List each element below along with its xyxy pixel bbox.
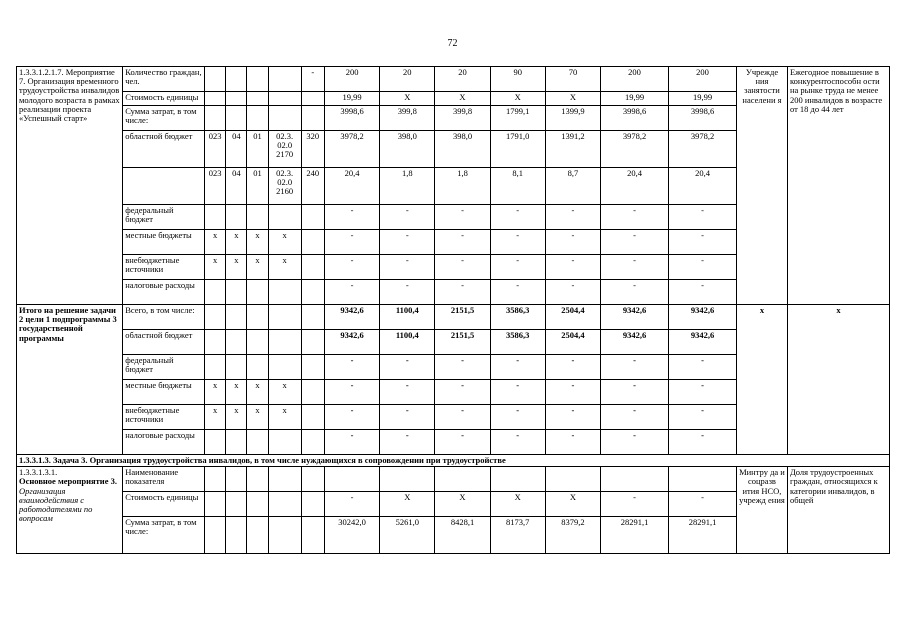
value-cell: 398,0 xyxy=(380,131,435,168)
value-cell: - xyxy=(435,430,490,455)
value-cell: - xyxy=(669,205,737,230)
budget-code-cell xyxy=(226,106,247,131)
budget-code-cell xyxy=(204,330,225,355)
value-cell: - xyxy=(545,280,600,305)
table-row xyxy=(17,67,890,92)
value-cell: 1,8 xyxy=(380,168,435,205)
budget-code-cell: 023 xyxy=(204,131,225,168)
indicator-name: внебюджетные источники xyxy=(123,405,205,430)
budget-code-cell xyxy=(268,305,301,330)
budget-code-cell xyxy=(247,205,268,230)
budget-code-cell xyxy=(268,467,301,492)
value-cell: 8,1 xyxy=(490,168,545,205)
value-cell xyxy=(380,467,435,492)
budget-code-cell xyxy=(226,67,247,92)
budget-code-cell: 01 xyxy=(247,168,268,205)
budget-code-cell: х xyxy=(247,255,268,280)
value-cell: 2151,5 xyxy=(435,305,490,330)
value-cell: - xyxy=(601,355,669,380)
value-cell: 1391,2 xyxy=(545,131,600,168)
section-row xyxy=(17,455,890,467)
value-cell: - xyxy=(601,280,669,305)
indicator-name: Сумма затрат, в том числе: xyxy=(123,106,205,131)
budget-code-cell xyxy=(247,517,268,554)
value-cell: 20,4 xyxy=(324,168,379,205)
budget-code-cell: - xyxy=(301,67,324,92)
value-cell: 3978,2 xyxy=(324,131,379,168)
table-row xyxy=(17,467,890,492)
value-cell: - xyxy=(380,355,435,380)
value-cell: - xyxy=(324,355,379,380)
value-cell: - xyxy=(669,380,737,405)
value-cell: 9342,6 xyxy=(324,305,379,330)
value-cell xyxy=(669,467,737,492)
budget-code-cell: 02.3. 02.0 2170 xyxy=(268,131,301,168)
value-cell xyxy=(601,467,669,492)
indicator-name xyxy=(123,168,205,205)
page-number: 72 xyxy=(447,38,458,49)
value-cell: - xyxy=(490,405,545,430)
value-cell: - xyxy=(669,255,737,280)
budget-code-cell xyxy=(247,467,268,492)
value-cell: Х xyxy=(435,492,490,517)
indicator-name: местные бюджеты xyxy=(123,380,205,405)
value-cell: 19,99 xyxy=(669,92,737,106)
budget-code-cell: 04 xyxy=(226,131,247,168)
value-cell: - xyxy=(380,380,435,405)
value-cell: 8,7 xyxy=(545,168,600,205)
value-cell: 1799,1 xyxy=(490,106,545,131)
value-cell: 398,0 xyxy=(435,131,490,168)
value-cell: 3998,6 xyxy=(669,106,737,131)
value-cell: - xyxy=(324,230,379,255)
value-cell: - xyxy=(601,430,669,455)
value-cell: - xyxy=(324,255,379,280)
value-cell: 2504,4 xyxy=(545,305,600,330)
value-cell xyxy=(545,467,600,492)
value-cell: Х xyxy=(435,92,490,106)
budget-table xyxy=(16,66,890,554)
budget-code-cell xyxy=(301,330,324,355)
budget-code-cell xyxy=(268,330,301,355)
value-cell: - xyxy=(545,430,600,455)
budget-code-cell xyxy=(204,355,225,380)
value-cell: Х xyxy=(490,92,545,106)
budget-code-cell xyxy=(268,92,301,106)
table-row xyxy=(17,305,890,330)
value-cell: - xyxy=(435,405,490,430)
value-cell: 1100,4 xyxy=(380,330,435,355)
budget-code-cell: х xyxy=(204,230,225,255)
budget-code-cell xyxy=(226,205,247,230)
budget-code-cell: х xyxy=(268,380,301,405)
value-cell: - xyxy=(545,380,600,405)
value-cell: - xyxy=(435,205,490,230)
executor-cell: Учрежде ния занятости населени я xyxy=(736,67,787,305)
indicator-name: внебюджетные источники xyxy=(123,255,205,280)
value-cell: 200 xyxy=(324,67,379,92)
value-cell: - xyxy=(435,355,490,380)
indicator-name: Сумма затрат, в том числе: xyxy=(123,517,205,554)
budget-code-cell xyxy=(226,492,247,517)
budget-code-cell xyxy=(268,430,301,455)
budget-code-cell: х xyxy=(268,230,301,255)
value-cell: 20,4 xyxy=(669,168,737,205)
budget-code-cell: 01 xyxy=(247,131,268,168)
measure-description: Организация взаимодействия с работодателями по вопросам xyxy=(19,485,93,524)
budget-code-cell xyxy=(226,517,247,554)
value-cell: - xyxy=(669,430,737,455)
budget-code-cell: 320 xyxy=(301,131,324,168)
value-cell: - xyxy=(669,230,737,255)
budget-code-cell: х xyxy=(226,405,247,430)
value-cell: 30242,0 xyxy=(324,517,379,554)
budget-code-cell xyxy=(268,205,301,230)
value-cell: 2504,4 xyxy=(545,330,600,355)
value-cell: - xyxy=(601,255,669,280)
value-cell: 19,99 xyxy=(601,92,669,106)
budget-code-cell xyxy=(226,467,247,492)
value-cell: 3998,6 xyxy=(324,106,379,131)
value-cell: - xyxy=(601,230,669,255)
budget-code-cell: х xyxy=(204,255,225,280)
indicator-name: налоговые расходы xyxy=(123,430,205,455)
value-cell: - xyxy=(380,430,435,455)
value-cell: Х xyxy=(380,92,435,106)
value-cell: - xyxy=(490,380,545,405)
indicator-name: Количество граждан, чел. xyxy=(123,67,205,92)
value-cell: - xyxy=(669,405,737,430)
budget-code-cell xyxy=(204,492,225,517)
measure-title: Основное мероприятие 3. xyxy=(19,476,117,487)
budget-code-cell: х xyxy=(226,230,247,255)
value-cell: 200 xyxy=(601,67,669,92)
value-cell: - xyxy=(380,405,435,430)
value-cell: - xyxy=(490,205,545,230)
budget-code-cell xyxy=(301,380,324,405)
value-cell: - xyxy=(490,430,545,455)
budget-code-cell xyxy=(301,517,324,554)
value-cell: 3978,2 xyxy=(669,131,737,168)
value-cell: - xyxy=(545,255,600,280)
budget-code-cell xyxy=(301,255,324,280)
value-cell: - xyxy=(435,280,490,305)
measure-label: 1.3.3.1.2.1.7. Мероприятие 7. Организация временного трудоустройства инвалидов молодого возраста в рамках реализации проекта «Успешный старт» xyxy=(17,67,123,305)
budget-code-cell: 04 xyxy=(226,168,247,205)
value-cell: - xyxy=(380,205,435,230)
value-cell: 2151,5 xyxy=(435,330,490,355)
budget-code-cell xyxy=(204,467,225,492)
value-cell: 5261,0 xyxy=(380,517,435,554)
measure-label xyxy=(17,467,123,554)
executor-cell: Минтру да и соцразв ития НСО, учрежд ения xyxy=(736,467,787,554)
value-cell: - xyxy=(545,355,600,380)
value-cell: - xyxy=(601,492,669,517)
budget-code-cell xyxy=(301,467,324,492)
value-cell: 20 xyxy=(435,67,490,92)
budget-code-cell: х xyxy=(268,255,301,280)
value-cell: 3998,6 xyxy=(601,106,669,131)
budget-code-cell xyxy=(226,92,247,106)
indicator-name: Стоимость единицы xyxy=(123,92,205,106)
value-cell: - xyxy=(324,280,379,305)
value-cell: - xyxy=(324,380,379,405)
value-cell: 9342,6 xyxy=(669,330,737,355)
indicator-name: Стоимость единицы xyxy=(123,492,205,517)
value-cell: - xyxy=(435,255,490,280)
indicator-name: областной бюджет xyxy=(123,131,205,168)
value-cell: 8379,2 xyxy=(545,517,600,554)
budget-code-cell xyxy=(301,430,324,455)
value-cell: 200 xyxy=(669,67,737,92)
indicator-name: федеральный бюджет xyxy=(123,205,205,230)
budget-code-cell xyxy=(247,355,268,380)
value-cell: - xyxy=(324,205,379,230)
budget-code-cell xyxy=(247,92,268,106)
value-cell: - xyxy=(545,205,600,230)
value-cell: 399,8 xyxy=(435,106,490,131)
value-cell: 8428,1 xyxy=(435,517,490,554)
budget-code-cell: 023 xyxy=(204,168,225,205)
value-cell: 9342,6 xyxy=(669,305,737,330)
budget-code-cell: х xyxy=(247,380,268,405)
value-cell: - xyxy=(545,230,600,255)
value-cell: - xyxy=(380,255,435,280)
indicator-name: местные бюджеты xyxy=(123,230,205,255)
budget-code-cell xyxy=(301,492,324,517)
value-cell: - xyxy=(601,205,669,230)
budget-code-cell xyxy=(268,355,301,380)
budget-code-cell: х xyxy=(268,405,301,430)
value-cell: - xyxy=(669,280,737,305)
budget-code-cell xyxy=(204,106,225,131)
value-cell: Х xyxy=(380,492,435,517)
indicator-name: областной бюджет xyxy=(123,330,205,355)
budget-code-cell xyxy=(204,305,225,330)
budget-code-cell xyxy=(247,492,268,517)
value-cell: 1100,4 xyxy=(380,305,435,330)
budget-code-cell xyxy=(204,280,225,305)
result-cell: Ежегодное повышение в конкурентоспособн ости на рынке труда не менее 200 инвалидов в возрасте от 18 до 44 лет xyxy=(787,67,889,305)
value-cell: 19,99 xyxy=(324,92,379,106)
budget-code-cell xyxy=(247,430,268,455)
budget-code-cell xyxy=(247,280,268,305)
value-cell: 399,8 xyxy=(380,106,435,131)
value-cell: - xyxy=(490,355,545,380)
budget-code-cell: х xyxy=(204,380,225,405)
value-cell: 90 xyxy=(490,67,545,92)
value-cell: 1,8 xyxy=(435,168,490,205)
budget-code-cell xyxy=(226,305,247,330)
result-cell: х xyxy=(787,305,889,455)
budget-code-cell xyxy=(301,106,324,131)
result-cell: Доля трудоустроенных граждан, относящихся к категории инвалидов, в общей xyxy=(787,467,889,554)
value-cell: 9342,6 xyxy=(601,305,669,330)
budget-code-cell xyxy=(301,230,324,255)
measure-number: 1.3.3.1.3.1. xyxy=(19,467,58,478)
value-cell: - xyxy=(435,230,490,255)
budget-code-cell: 02.3. 02.0 2160 xyxy=(268,168,301,205)
budget-code-cell xyxy=(301,405,324,430)
value-cell: 3586,3 xyxy=(490,330,545,355)
value-cell: - xyxy=(324,492,379,517)
budget-code-cell: 240 xyxy=(301,168,324,205)
value-cell: 20,4 xyxy=(601,168,669,205)
budget-code-cell xyxy=(226,330,247,355)
measure-label: Итого на решение задачи 2 цели 1 подпрограммы 3 государственной программы xyxy=(17,305,123,455)
value-cell: 20 xyxy=(380,67,435,92)
budget-code-cell xyxy=(301,92,324,106)
budget-code-cell: х xyxy=(247,405,268,430)
section-title: 1.3.3.1.3. Задача 3. Организация трудоустройства инвалидов, в том числе нуждающихся в сопровождении при трудоустройстве xyxy=(17,455,890,467)
value-cell: 70 xyxy=(545,67,600,92)
budget-code-cell: х xyxy=(204,405,225,430)
value-cell: 28291,1 xyxy=(601,517,669,554)
budget-code-cell: х xyxy=(247,230,268,255)
budget-code-cell xyxy=(247,106,268,131)
value-cell: - xyxy=(324,430,379,455)
value-cell: 28291,1 xyxy=(669,517,737,554)
budget-code-cell xyxy=(268,517,301,554)
budget-code-cell xyxy=(268,106,301,131)
value-cell: 1399,9 xyxy=(545,106,600,131)
budget-code-cell xyxy=(204,92,225,106)
value-cell: - xyxy=(380,230,435,255)
budget-code-cell xyxy=(226,355,247,380)
value-cell: 9342,6 xyxy=(601,330,669,355)
budget-code-cell xyxy=(268,492,301,517)
budget-code-cell xyxy=(301,355,324,380)
value-cell: - xyxy=(669,492,737,517)
value-cell xyxy=(435,467,490,492)
indicator-name: налоговые расходы xyxy=(123,280,205,305)
value-cell: 9342,6 xyxy=(324,330,379,355)
budget-code-cell xyxy=(301,305,324,330)
budget-code-cell xyxy=(204,430,225,455)
value-cell: 3586,3 xyxy=(490,305,545,330)
value-cell: - xyxy=(601,405,669,430)
value-cell: 8173,7 xyxy=(490,517,545,554)
budget-code-cell xyxy=(247,330,268,355)
budget-code-cell xyxy=(268,67,301,92)
value-cell: 1791,0 xyxy=(490,131,545,168)
budget-code-cell xyxy=(268,280,301,305)
executor-cell: х xyxy=(736,305,787,455)
value-cell: Х xyxy=(545,492,600,517)
budget-code-cell xyxy=(204,67,225,92)
value-cell: - xyxy=(490,280,545,305)
value-cell: - xyxy=(490,255,545,280)
value-cell: Х xyxy=(490,492,545,517)
value-cell: - xyxy=(669,355,737,380)
value-cell xyxy=(490,467,545,492)
budget-code-cell xyxy=(247,67,268,92)
budget-code-cell xyxy=(301,205,324,230)
indicator-name: Всего, в том числе: xyxy=(123,305,205,330)
budget-code-cell xyxy=(204,205,225,230)
budget-code-cell xyxy=(301,280,324,305)
value-cell: - xyxy=(324,405,379,430)
value-cell: - xyxy=(545,405,600,430)
value-cell: 3978,2 xyxy=(601,131,669,168)
indicator-name: федеральный бюджет xyxy=(123,355,205,380)
budget-code-cell: х xyxy=(226,380,247,405)
budget-code-cell: х xyxy=(226,255,247,280)
budget-code-cell xyxy=(226,430,247,455)
value-cell: - xyxy=(490,230,545,255)
value-cell: - xyxy=(380,280,435,305)
budget-code-cell xyxy=(226,280,247,305)
value-cell xyxy=(324,467,379,492)
budget-code-cell xyxy=(247,305,268,330)
budget-code-cell xyxy=(204,517,225,554)
value-cell: - xyxy=(435,380,490,405)
indicator-name: Наименование показателя xyxy=(123,467,205,492)
value-cell: - xyxy=(601,380,669,405)
value-cell: Х xyxy=(545,92,600,106)
